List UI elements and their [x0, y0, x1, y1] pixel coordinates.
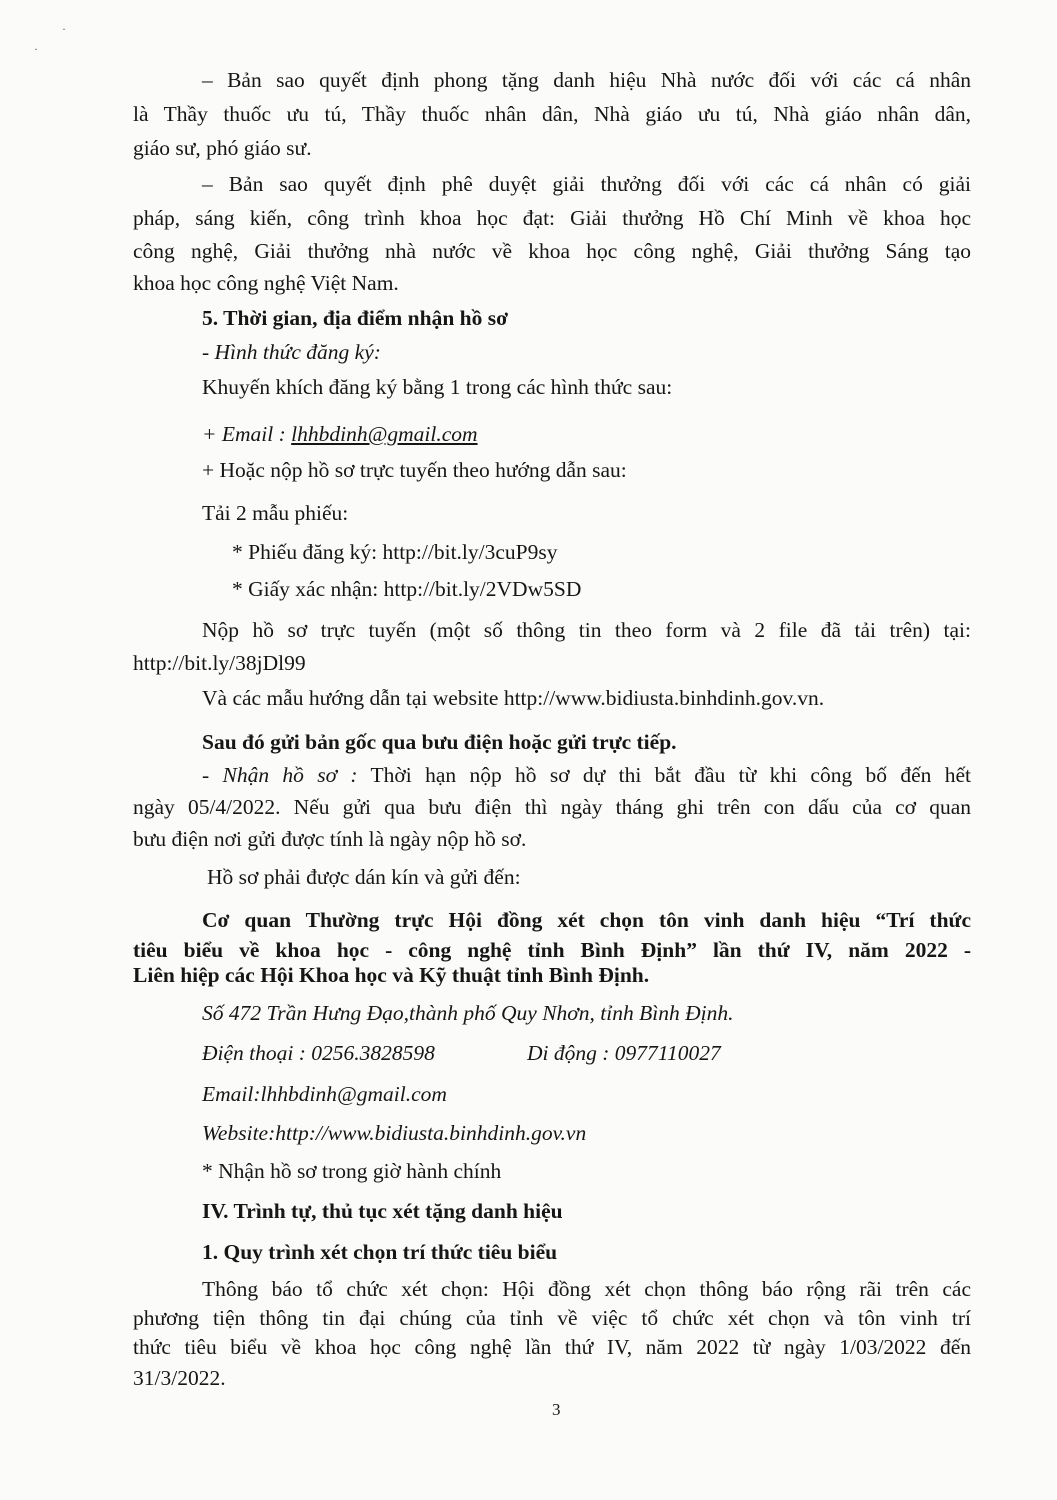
office-hours-text: * Nhận hồ sơ trong giờ hành chính: [202, 1159, 502, 1183]
submit-online-line1: Nộp hồ sơ trực tuyến (một số thông tin theo form và 2 file đã tải trên) tại:: [202, 618, 971, 642]
online-text: + Hoặc nộp hồ sơ trực tuyến theo hướng dẫn sau:: [202, 458, 627, 482]
agency-line2: tiêu biểu về khoa học - công nghệ tỉnh Bình Định” lần thứ IV, năm 2022 -: [133, 938, 971, 962]
receive-line2: ngày 05/4/2022. Nếu gửi qua bưu điện thì ngày tháng ghi trên con dấu của cơ quan: [133, 795, 971, 819]
announce-line1: Thông báo tổ chức xét chọn: Hội đồng xét chọn thông báo rộng rãi trên các: [202, 1277, 971, 1301]
receive-label: - Nhận hồ sơ :: [202, 763, 358, 787]
announce-line4: 31/3/2022.: [133, 1366, 226, 1390]
announce-line3: thức tiêu biểu về khoa học công nghệ lần thứ IV, năm 2022 từ ngày 1/03/2022 đến: [133, 1335, 971, 1359]
para2-line2: pháp, sáng kiến, công trình khoa học đạt: Giải thưởng Hồ Chí Minh về khoa học: [133, 206, 971, 230]
registration-form-link[interactable]: * Phiếu đăng ký: http://bit.ly/3cuP9sy: [232, 540, 558, 564]
para2-line3: công nghệ, Giải thưởng nhà nước về khoa học công nghệ, Giải thưởng Sáng tạo: [133, 239, 971, 263]
subsection-1-heading: 1. Quy trình xét chọn trí thức tiêu biểu: [202, 1240, 558, 1264]
address-text: Số 472 Trần Hưng Đạo,thành phố Quy Nhơn, tỉnh Bình Định.: [202, 1001, 734, 1025]
mobile-text: Di động : 0977110027: [527, 1041, 721, 1065]
scan-mark: ·: [62, 22, 66, 36]
scan-mark: ·: [34, 42, 38, 56]
para1-line2: là Thầy thuốc ưu tú, Thầy thuốc nhân dân, Nhà giáo ưu tú, Nhà giáo nhân dân,: [133, 102, 971, 126]
encourage-text: Khuyến khích đăng ký bằng 1 trong các hình thức sau:: [202, 375, 673, 399]
page-number: 3: [552, 1400, 561, 1419]
registration-form-label: - Hình thức đăng ký:: [202, 340, 381, 364]
contact-email-text[interactable]: Email:lhhbdinh@gmail.com: [202, 1082, 447, 1106]
section-iv-heading: IV. Trình tự, thủ tục xét tặng danh hiệu: [202, 1199, 563, 1223]
email-line: [202, 420, 478, 448]
para2-line4: khoa học công nghệ Việt Nam.: [133, 271, 399, 295]
receive-line1: [202, 761, 971, 789]
email-link[interactable]: lhhbdinh@gmail.com: [291, 422, 478, 446]
receive-text-1: Thời hạn nộp hồ sơ dự thi bắt đầu từ khi công bố đến hết: [357, 763, 971, 787]
para1-line3: giáo sư, phó giáo sư.: [133, 136, 312, 160]
agency-line1: Cơ quan Thường trực Hội đồng xét chọn tôn vinh danh hiệu “Trí thức: [202, 908, 971, 932]
section-5-heading: 5. Thời gian, địa điểm nhận hồ sơ: [202, 306, 509, 330]
announce-line2: phương tiện thông tin đại chúng của tỉnh về việc tổ chức xét chọn và tôn vinh trí: [133, 1306, 971, 1330]
para1-line1: – Bản sao quyết định phong tặng danh hiệu Nhà nước đối với các cá nhân: [202, 68, 971, 92]
guides-text: Và các mẫu hướng dẫn tại website http://www.bidiusta.binhdinh.gov.vn.: [202, 686, 825, 710]
email-prefix: + Email :: [202, 422, 292, 446]
sealed-text: Hồ sơ phải được dán kín và gửi đến:: [207, 865, 521, 889]
receive-line3: bưu điện nơi gửi được tính là ngày nộp hồ sơ.: [133, 827, 527, 851]
contact-website-text[interactable]: Website:http://www.bidiusta.binhdinh.gov.vn: [202, 1121, 587, 1145]
send-original-text: Sau đó gửi bản gốc qua bưu điện hoặc gửi trực tiếp.: [202, 730, 677, 754]
para2-line1: – Bản sao quyết định phê duyệt giải thưởng đối với các cá nhân có giải: [202, 172, 971, 196]
submit-online-link[interactable]: http://bit.ly/38jDl99: [133, 651, 306, 675]
agency-line3: Liên hiệp các Hội Khoa học và Kỹ thuật tỉnh Bình Định.: [133, 963, 650, 987]
confirmation-form-link[interactable]: * Giấy xác nhận: http://bit.ly/2VDw5SD: [232, 577, 582, 601]
phone-text: Điện thoại : 0256.3828598: [202, 1041, 435, 1065]
download-text: Tải 2 mẫu phiếu:: [202, 501, 349, 525]
